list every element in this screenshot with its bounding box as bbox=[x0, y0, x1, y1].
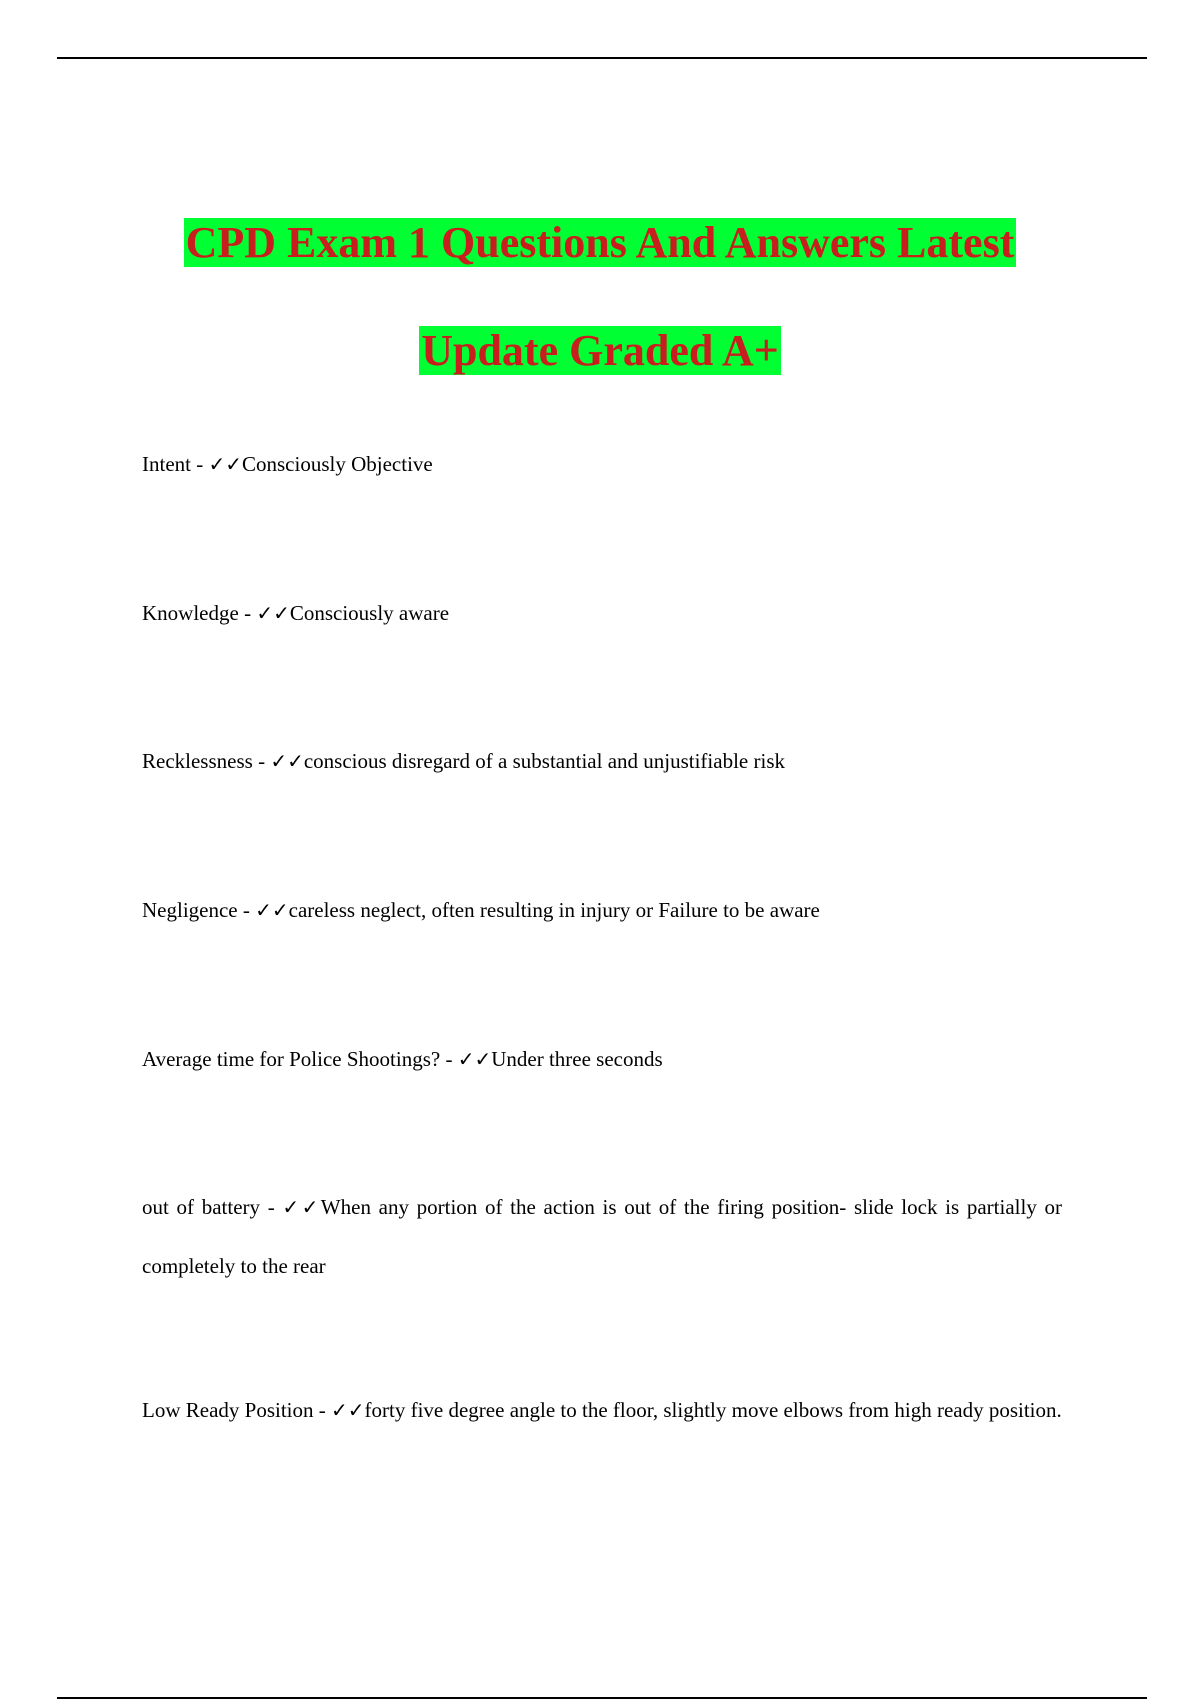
qa-item-low-ready-position bbox=[142, 1381, 1062, 1440]
document-title-line-2 bbox=[0, 323, 1200, 379]
qa-item-intent bbox=[142, 435, 1062, 494]
check-marks-icon: ✓✓ bbox=[331, 1398, 365, 1422]
qa-answer: conscious disregard of a substantial and unjustifiable risk bbox=[303, 749, 785, 773]
footer-rule bbox=[57, 1697, 1147, 1699]
qa-answer: Consciously aware bbox=[289, 601, 450, 625]
qa-item-knowledge bbox=[142, 584, 1062, 643]
qa-term: Average time for Police Shootings? bbox=[142, 1047, 441, 1071]
qa-separator: - bbox=[252, 749, 271, 773]
qa-term: Knowledge bbox=[142, 601, 239, 625]
qa-term: Negligence bbox=[142, 898, 238, 922]
qa-answer: careless neglect, often resulting in injury or Failure to be aware bbox=[288, 898, 820, 922]
qa-separator: - bbox=[313, 1398, 331, 1422]
check-marks-icon: ✓✓ bbox=[256, 601, 290, 625]
qa-separator: - bbox=[440, 1047, 458, 1071]
check-marks-icon: ✓✓ bbox=[457, 1047, 492, 1071]
check-marks-icon: ✓✓ bbox=[255, 898, 289, 922]
qa-term: out of battery bbox=[142, 1195, 261, 1219]
check-marks-icon: ✓✓ bbox=[282, 1195, 321, 1219]
qa-separator: - bbox=[190, 452, 209, 476]
title-highlight-2: Update Graded A+ bbox=[421, 326, 779, 375]
check-marks-icon: ✓✓ bbox=[208, 452, 242, 476]
qa-item-out-of-battery bbox=[142, 1178, 1062, 1296]
qa-answer: Consciously Objective bbox=[242, 452, 433, 476]
qa-separator: - bbox=[237, 898, 256, 922]
qa-term: Recklessness bbox=[142, 749, 253, 773]
qa-answer: forty five degree angle to the floor, slightly move elbows from high ready position. bbox=[364, 1398, 1062, 1422]
check-marks-icon: ✓✓ bbox=[270, 749, 304, 773]
qa-item-police-shootings bbox=[142, 1030, 1062, 1089]
qa-term: Low Ready Position bbox=[142, 1398, 314, 1422]
qa-separator: - bbox=[260, 1195, 283, 1219]
qa-item-negligence bbox=[142, 881, 1062, 940]
qa-answer: When any portion of the action is out of the firing position- slide lock is partially or completely to the rear bbox=[142, 1195, 1063, 1278]
title-highlight-1: CPD Exam 1 Questions And Answers Latest bbox=[185, 218, 1015, 267]
header-rule bbox=[57, 57, 1147, 59]
qa-term: Intent bbox=[142, 452, 191, 476]
qa-answer: Under three seconds bbox=[491, 1047, 663, 1071]
document-title-line-1 bbox=[0, 215, 1200, 271]
qa-item-recklessness bbox=[142, 732, 1062, 791]
qa-separator: - bbox=[238, 601, 257, 625]
